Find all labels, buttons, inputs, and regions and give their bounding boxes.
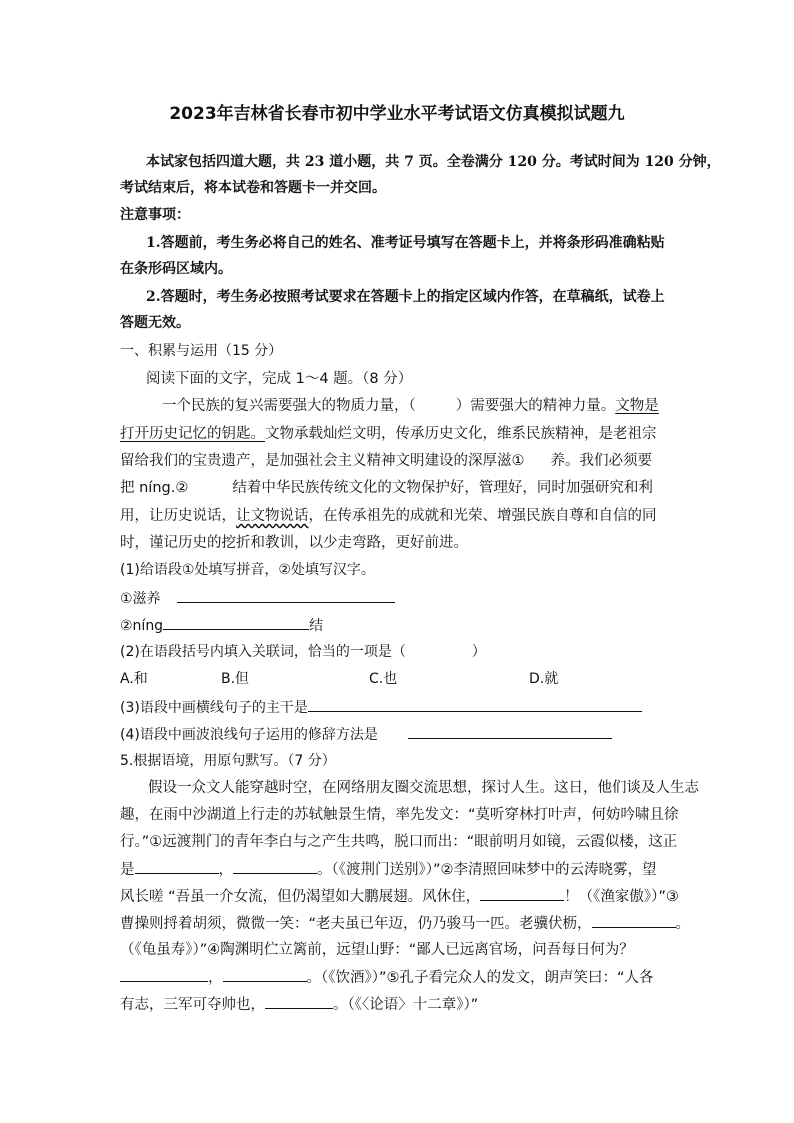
q1b-suffix: 结 xyxy=(309,618,324,634)
passage-text: 。 xyxy=(675,916,691,932)
option-d[interactable]: D.就 xyxy=(529,671,559,687)
question-1b xyxy=(120,615,676,636)
section-heading: 一、积累与运用（15 分） xyxy=(120,343,283,359)
notice-heading: 注意事项： xyxy=(120,207,190,223)
answer-blank[interactable] xyxy=(135,859,219,874)
passage-line xyxy=(120,506,676,526)
question-1: (1)给语段①处填写拼音，②处填写汉字。 xyxy=(120,562,375,578)
answer-blank[interactable] xyxy=(177,588,395,603)
passage-text: 。（《渡荆门送别》）”②李清照回味梦中的云涛晓雾，望 xyxy=(317,862,657,878)
question-5-heading: 5.根据语境，用原句默写。（7 分） xyxy=(120,753,336,769)
page-title: 2023年吉林省长春市初中学业水平考试语文仿真模拟试题九 xyxy=(169,104,625,124)
option-b[interactable]: B.但 xyxy=(221,671,250,687)
notice-item: 1.答题前，考生务必将自己的姓名、准考证号填写在答题卡上，并将条形码准确粘贴 xyxy=(146,235,665,251)
passage-text: 文物承载灿烂文明，传承历史文化，维系民族精神，是老祖宗 xyxy=(265,426,657,442)
q1b-label: ②níng xyxy=(120,618,164,634)
passage-line xyxy=(162,396,718,416)
passage-line xyxy=(120,967,676,988)
answer-blank[interactable] xyxy=(120,967,208,982)
passage-line xyxy=(120,913,691,934)
passage-text: ，在传承祖先的成就和光荣、增强民族自尊和自信的同 xyxy=(308,508,657,524)
passage-text: ， xyxy=(208,970,223,986)
underlined-sentence: 打开历史记忆的钥匙。 xyxy=(120,426,265,442)
passage-line xyxy=(120,994,676,1015)
notice-item: 2.答题时，考生务必按照考试要求在答题卡上的指定区域内作答，在草稿纸，试卷上 xyxy=(146,289,665,305)
passage-line xyxy=(120,451,676,471)
intro-line: 考试结束后，将本试卷和答题卡一并交回。 xyxy=(120,180,386,196)
notice-item: 在条形码区域内。 xyxy=(120,261,232,277)
passage-text: 养。我们必须要 xyxy=(550,453,652,469)
passage-text: 。（《饮酒》）”⑤孔子看完众人的发文，朗声笑曰：“人各 xyxy=(306,970,654,986)
wavy-sentence: 让文物说话 xyxy=(236,508,309,524)
q4-text: (4)语段中画波浪线句子运用的修辞方法是 xyxy=(120,727,378,743)
question-4 xyxy=(120,724,676,745)
passage-text: ）需要强大的精神力量。 xyxy=(455,398,616,414)
option-c[interactable]: C.也 xyxy=(369,671,398,687)
passage-line xyxy=(120,424,676,444)
answer-blank[interactable] xyxy=(233,859,317,874)
answer-blank[interactable] xyxy=(223,967,307,982)
passage-text: 把 níng.② xyxy=(120,480,189,496)
q1a-label: ①滋养 xyxy=(120,591,161,607)
question-3 xyxy=(120,697,676,718)
passage-line: 行。”①远渡荆门的青年李白与之产生共鸣，脱口而出：“眼前明月如镜，云霞似楼，这正 xyxy=(120,834,678,850)
passage-text: 有志，三军可夺帅也， xyxy=(120,997,265,1013)
answer-blank[interactable] xyxy=(308,697,642,712)
passage-line: 假设一众文人能穿越时空，在网络朋友圈交流思想，探讨人生。这日，他们谈及人生志 xyxy=(148,780,699,796)
underlined-sentence: 文物是 xyxy=(615,398,659,414)
passage-text: 留给我们的宝贵遗产，是加强社会主义精神文明建设的深厚滋① xyxy=(120,453,525,469)
passage-line xyxy=(120,478,676,498)
passage-text: 是 xyxy=(120,862,135,878)
option-a[interactable]: A.和 xyxy=(120,671,148,687)
passage-text: ！（《渔家傲》）”③ xyxy=(564,889,679,905)
passage-text: 结着中华民族传统文化的文物保护好，管理好，同时加强研究和利 xyxy=(232,480,653,496)
answer-blank[interactable] xyxy=(265,994,333,1009)
passage-text: 风长嗟 “吾虽一介女流，但仍渴望如大鹏展翅。风休住， xyxy=(120,889,481,905)
passage-line xyxy=(120,859,676,880)
passage-text: 用，让历史说话， xyxy=(120,508,236,524)
section-instruction: 阅读下面的文字，完成 1～4 题。（8 分） xyxy=(146,371,413,387)
notice-item: 答题无效。 xyxy=(120,315,190,331)
question-1a xyxy=(120,588,676,609)
q3-text: (3)语段中画横线句子的主干是 xyxy=(120,700,308,716)
passage-line: 趣，在雨中沙湖道上行走的苏轼触景生情，率先发文：“莫听穿林打叶声，何妨吟啸且徐 xyxy=(120,807,679,823)
q2-close: ） xyxy=(471,644,486,660)
passage-line xyxy=(120,886,679,907)
question-2 xyxy=(120,642,676,662)
passage-text: 曹操则捋着胡须，微微一笑：“老夫虽已年迈，仍乃骏马一匹。老骥伏枥， xyxy=(120,916,592,932)
passage-text: 。（《〈论语〉十二章》）” xyxy=(333,997,479,1013)
passage-line: （《龟虽寿》）”④陶渊明伫立篱前，远望山野：“鄙人已远离官场，问吾每日何为？ xyxy=(120,942,634,958)
answer-blank[interactable] xyxy=(480,886,564,901)
answer-blank[interactable] xyxy=(408,724,612,739)
q2-text: (2)在语段括号内填入关联词，恰当的一项是（ xyxy=(120,644,406,660)
passage-text: ， xyxy=(218,862,233,878)
intro-line: 本试家包括四道大题，共 23 道小题，共 7 页。全卷满分 120 分。考试时间为 120 分钟， xyxy=(146,154,721,170)
answer-blank[interactable] xyxy=(163,615,309,630)
passage-text: 一个民族的复兴需要强大的物质力量，（ xyxy=(162,398,416,414)
passage-line: 时，谨记历史的挖折和教训，以少走弯路，更好前进。 xyxy=(120,535,468,551)
answer-blank[interactable] xyxy=(592,913,676,928)
